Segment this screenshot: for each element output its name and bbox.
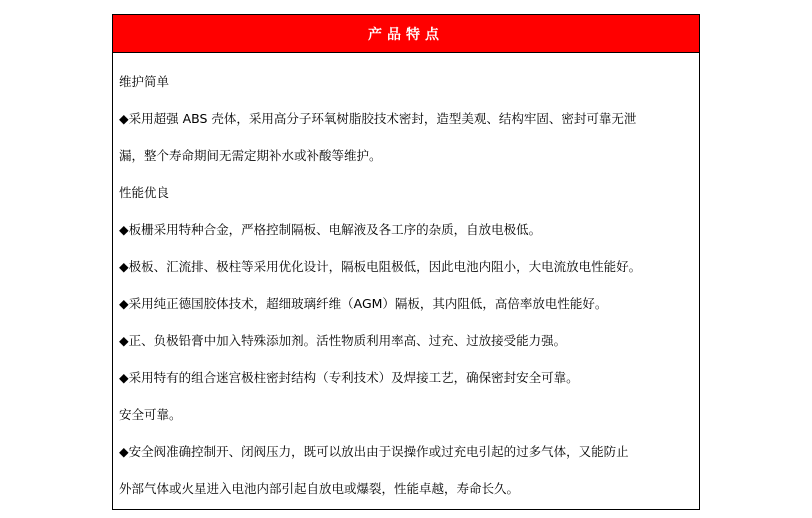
features-content	[113, 53, 699, 507]
feature-line-abs-shell: ◆采用超强 ABS 壳体，采用高分子环氧树脂胶技术密封，造型美观、结构牢固、密封可靠无泄	[119, 111, 637, 126]
section-title-maintenance: 维护简单	[119, 74, 170, 89]
feature-line-grid-alloy: ◆板栅采用特种合金，严格控制隔板、电解液及各工序的杂质，自放电极低。	[119, 222, 542, 237]
header-title: 产品特点	[368, 26, 444, 43]
header-bar	[113, 15, 699, 53]
section-title-performance: 性能优良	[119, 185, 170, 200]
feature-line-terminal-seal: ◆采用特有的组合迷宫极柱密封结构（专利技术）及焊接工艺，确保密封安全可靠。	[119, 370, 579, 385]
feature-line-abs-shell-cont: 漏，整个寿命期间无需定期补水或补酸等维护。	[119, 148, 382, 163]
product-features-panel	[112, 14, 700, 510]
feature-line-paste-additive: ◆正、负极铅膏中加入特殊添加剂。活性物质利用率高、过充、过放接受能力强。	[119, 333, 567, 348]
section-title-safety: 安全可靠。	[119, 407, 182, 422]
feature-line-safety-valve-cont: 外部气体或火星进入电池内部引起自放电或爆裂，性能卓越，寿命长久。	[119, 481, 520, 496]
feature-line-safety-valve: ◆安全阀准确控制开、闭阀压力，既可以放出由于误操作或过充电引起的过多气体，又能防止	[119, 444, 629, 459]
feature-line-plate-design: ◆极板、汇流排、极柱等采用优化设计，隔板电阻极低，因此电池内阻小，大电流放电性能好。	[119, 259, 642, 274]
feature-line-gel-technology: ◆采用纯正德国胶体技术，超细玻璃纤维（AGM）隔板，其内阻低，高倍率放电性能好。	[119, 296, 608, 311]
